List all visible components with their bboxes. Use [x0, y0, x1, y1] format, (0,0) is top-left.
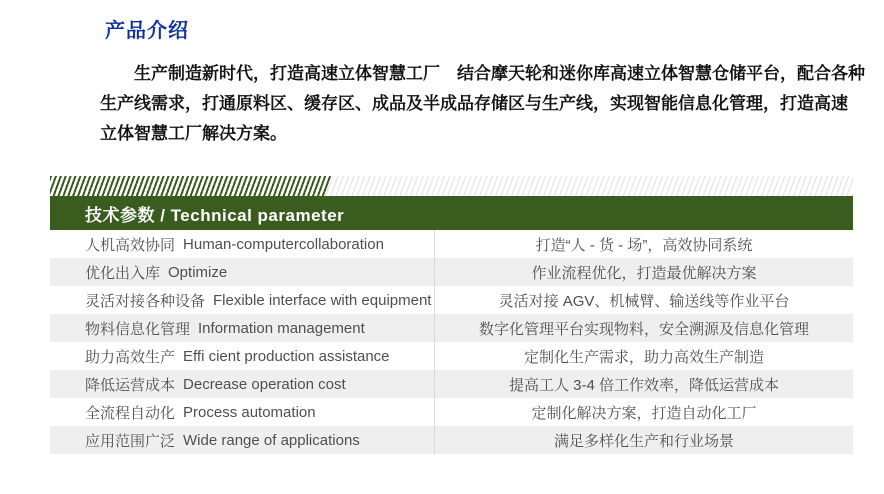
parameter-value: 灵活对接 AGV、机械臂、输送线等作业平台 — [498, 292, 790, 310]
parameter-label-cn: 全流程自动化 — [85, 404, 176, 422]
intro-line: 立体智慧工厂解决方案。 — [100, 124, 287, 143]
table-row — [50, 370, 853, 398]
parameter-label-cn: 优化出入库 — [85, 264, 161, 282]
parameter-label-en: Information management — [198, 319, 365, 337]
intro-line: 生产制造新时代，打造高速立体智慧工厂 结合摩天轮和迷你库高速立体智慧仓储平台，配合各种 — [134, 64, 865, 83]
parameter-label-en: Decrease operation cost — [183, 375, 346, 393]
parameter-name-cell — [50, 230, 435, 258]
parameter-label-en: Flexible interface with equipment — [213, 291, 432, 309]
diagonal-stripe-band — [50, 176, 853, 196]
intro-paragraph — [100, 59, 884, 149]
parameter-value: 定制化生产需求，助力高效生产制造 — [523, 348, 764, 366]
table-row — [50, 286, 853, 314]
parameters-table — [50, 230, 853, 454]
section-header-bar — [50, 196, 853, 230]
parameter-label-en: Process automation — [183, 403, 316, 421]
parameter-value-cell — [435, 370, 853, 398]
parameter-label-en: Human-computercollaboration — [183, 235, 384, 253]
parameter-name-cell — [50, 398, 435, 426]
parameter-name-cell — [50, 370, 435, 398]
table-row — [50, 230, 853, 258]
parameter-value: 定制化解决方案，打造自动化工厂 — [531, 404, 757, 422]
parameter-name-cell — [50, 314, 435, 342]
section-header-label: 技术参数 / Technical parameter — [85, 205, 345, 225]
parameter-value-cell — [435, 258, 853, 286]
parameter-label-cn: 灵活对接各种设备 — [85, 292, 206, 310]
table-row — [50, 426, 853, 454]
intro-line: 生产线需求，打通原料区、缓存区、成品及半成品存储区与生产线，实现智能信息化管理，打造高速 — [100, 94, 848, 113]
parameter-label-en: Optimize — [168, 263, 228, 281]
stripe-band-green — [50, 176, 333, 196]
parameter-name-cell — [50, 286, 435, 314]
page-title: 产品介绍 — [105, 20, 189, 42]
parameter-label-cn: 应用范围广泛 — [85, 432, 176, 450]
parameter-label-en: Wide range of applications — [183, 431, 360, 449]
parameter-name-cell — [50, 342, 435, 370]
parameter-name-cell — [50, 258, 435, 286]
parameter-value: 数字化管理平台实现物料，安全溯源及信息化管理 — [478, 320, 809, 338]
parameter-label-cn: 人机高效协同 — [85, 236, 176, 254]
parameter-name-cell — [50, 426, 435, 454]
parameter-value-cell — [435, 230, 853, 258]
parameter-value-cell — [435, 398, 853, 426]
table-row — [50, 314, 853, 342]
parameter-value: 作业流程优化，打造最优解决方案 — [531, 264, 757, 282]
parameter-label-en: Effi cient production assistance — [183, 347, 390, 365]
parameter-value: 打造“人 - 货 - 场”，高效协同系统 — [535, 236, 753, 254]
parameter-value-cell — [435, 342, 853, 370]
parameter-value: 提高工人 3-4 倍工作效率，降低运营成本 — [508, 376, 780, 394]
parameter-value: 满足多样化生产和行业场景 — [553, 432, 734, 450]
table-row — [50, 398, 853, 426]
table-row — [50, 342, 853, 370]
parameter-value-cell — [435, 314, 853, 342]
parameter-label-cn: 物料信息化管理 — [85, 320, 191, 338]
parameter-label-cn: 助力高效生产 — [85, 348, 176, 366]
table-row — [50, 258, 853, 286]
parameter-value-cell — [435, 426, 853, 454]
parameter-value-cell — [435, 286, 853, 314]
parameter-label-cn: 降低运营成本 — [85, 376, 176, 394]
